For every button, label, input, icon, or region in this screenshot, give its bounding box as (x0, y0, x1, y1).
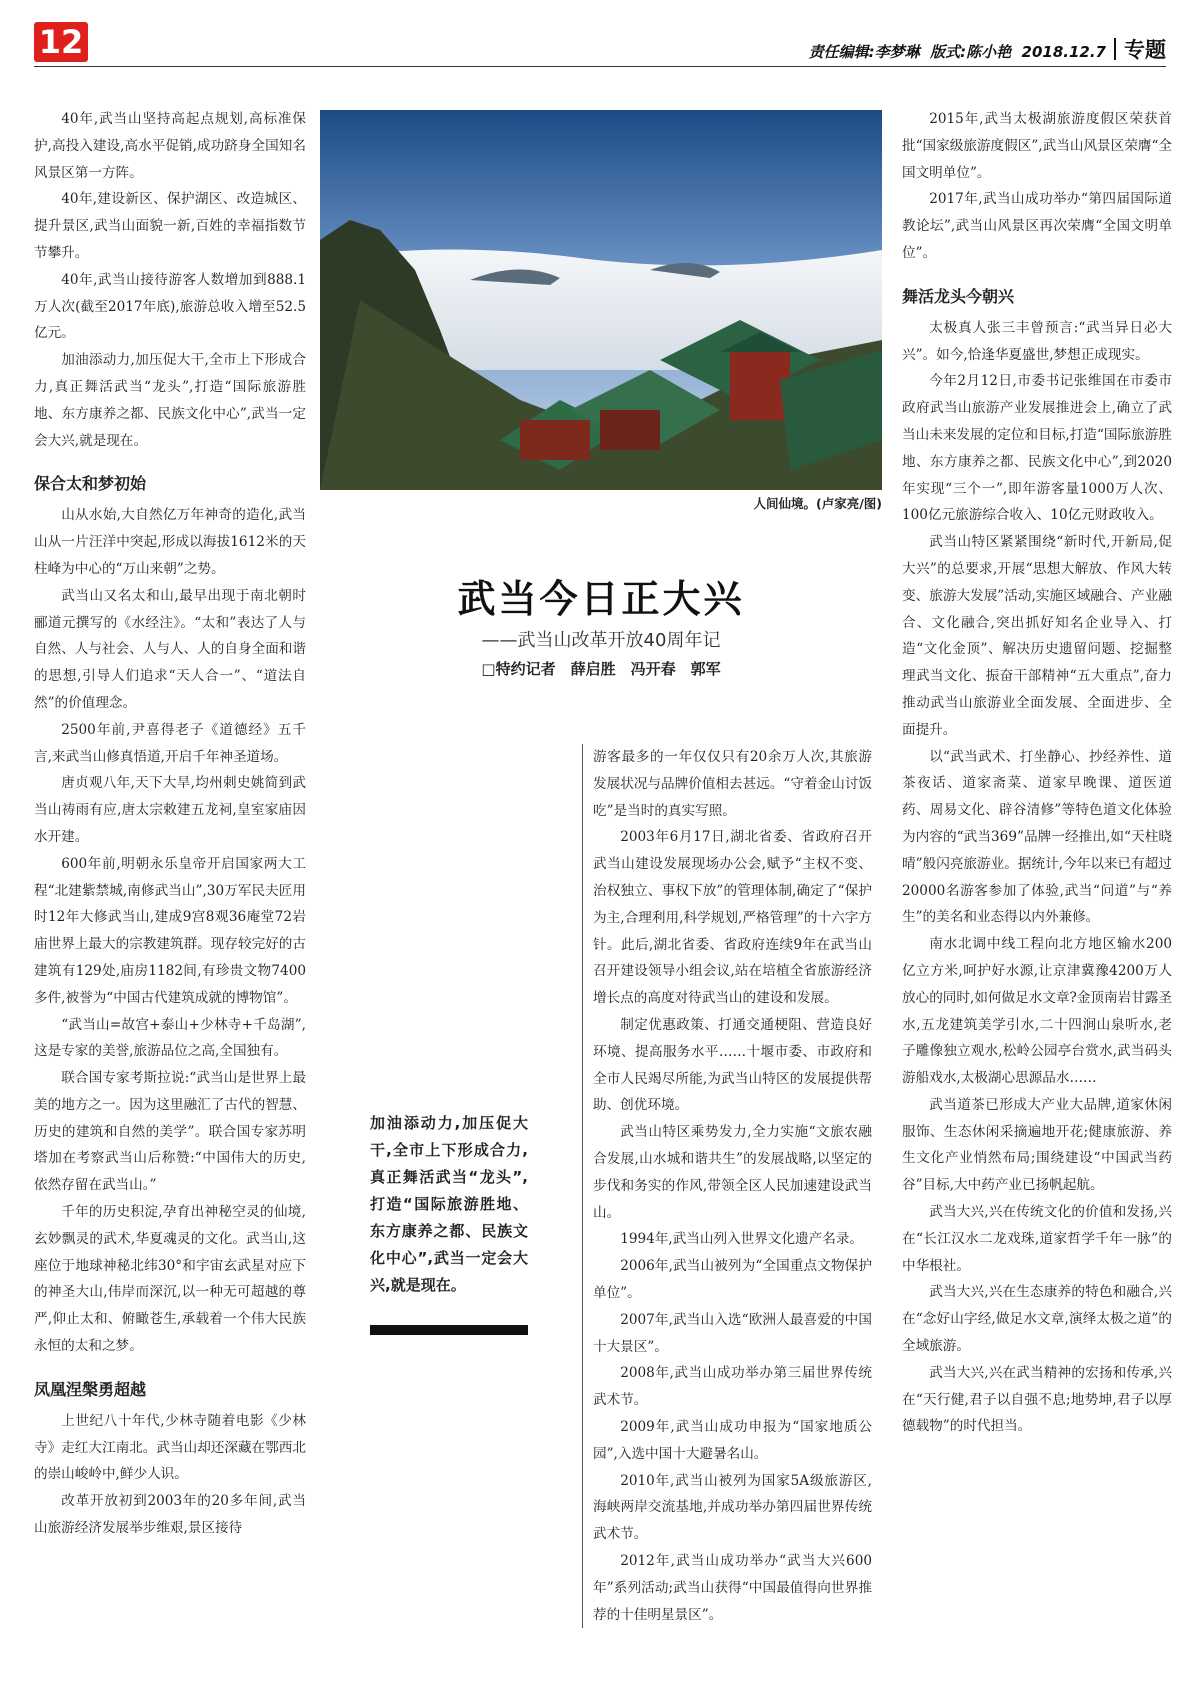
paragraph: 南水北调中线工程向北方地区输水200亿立方米,呵护好水源,让京津冀豫4200万人放心的同时,如何做足水文章?金顶南岩甘露圣水,五龙建筑美学引水,二十四涧山泉听水,老子雕像独立观水,松岭公园亭台赏水,武当码头游船戏水,太极湖心思源品水…… (902, 936, 1172, 1087)
paragraph: 制定优惠政策、打通交通梗阻、营造良好环境、提高服务水平……十堰市委、市政府和全市人民竭尽所能,为武当山特区的发展提供帮助、创优环境。 (593, 1016, 872, 1114)
section-heading: 保合太和梦初始 (34, 474, 147, 494)
paragraph: 武当山特区紧紧围绕“新时代,开新局,促大兴”的总要求,开展“思想大解放、作风大转变、旅游大发展”活动,实施区域融合、产业融合、文化融合,突出抓好知名企业导入、打造“文化金顶”、解决历史遗留问题、挖掘整理武当文化、振奋干部精神“五大重点”,奋力推动武当山旅游业全面发展、全面进步、全面提升。 (902, 534, 1172, 738)
paragraph: 40年,武当山接待游客人数增加到888.1万人次(截至2017年底),旅游总收入增至52.5亿元。 (34, 271, 306, 342)
layout-credit: 版式:陈小艳 (930, 43, 1012, 61)
paragraph: 600年前,明朝永乐皇帝开启国家两大工程“北建紫禁城,南修武当山”,30万军民夫匠用时12年大修武当山,建成9宫8观36庵堂72岩庙世界上最大的宗教建筑群。现存较完好的古建筑有129处,庙房1182间,有珍贵文物7400多件,被誉为“中国古代建筑成就的博物馆”。 (34, 855, 306, 1006)
paragraph: 2009年,武当山成功申报为“国家地质公园”,入选中国十大避暑名山。 (593, 1418, 872, 1462)
masthead-divider (1114, 38, 1116, 60)
paragraph: 2012年,武当山成功举办“武当大兴600年”系列活动;武当山获得“中国最值得向世界推荐的十佳明星景区”。 (593, 1552, 872, 1623)
header-rule (34, 66, 1166, 67)
paragraph: 2017年,武当山成功举办“第四届国际道教论坛”,武当山风景区再次荣膺“全国文明单位”。 (902, 191, 1172, 261)
paragraph: 武当山特区乘势发力,全力实施“文旅农融合发展,山水城和谐共生”的发展战略,以坚定的步伐和务实的作风,带领全区人民加速建设武当山。 (593, 1124, 872, 1221)
paragraph: 加油添动力,加压促大干,全市上下形成合力,真正舞活武当“龙头”,打造“国际旅游胜地、东方康养之都、民族文化中心”,武当一定会大兴,就是现在。 (34, 352, 306, 449)
paragraph: 改革开放初到2003年的20多年间,武当山旅游经济发展举步维艰,景区接待 (34, 1493, 306, 1537)
paragraph: 2003年6月17日,湖北省委、省政府召开武当山建设发展现场办公会,赋予“主权不变、治权独立、事权下放”的管理体制,确定了“保护为主,合理利用,科学规划,严格管理”的十六字方针。此后,湖北省委、省政府连续9年在武当山召开建设领导小组会议,站在培植全省旅游经济增长点的高度对待武当山的建设和发展。 (593, 829, 872, 1007)
pull-quote-bar (370, 1325, 528, 1335)
article-headline: 武当今日正大兴 (457, 576, 745, 621)
paragraph: 千年的历史积淀,孕育出神秘空灵的仙境,玄妙飘灵的武术,华夏魂灵的文化。武当山,这座位于地球神秘北纬30°和宇宙玄武星对应下的神圣大山,伟岸而深沉,以一种无可超越的尊严,仰止太和、俯瞰苍生,承载着一个伟大民族永恒的太和之梦。 (34, 1204, 306, 1355)
issue-date: 2018.12.7 (1021, 43, 1106, 61)
paragraph: 太极真人张三丰曾预言:“武当异日必大兴”。如今,恰逢华夏盛世,梦想正成现实。 (902, 319, 1172, 363)
paragraph: 武当大兴,兴在传统文化的价值和发扬,兴在“长江汉水二龙戏珠,道家哲学千年一脉”的中华根社。 (902, 1204, 1172, 1274)
paragraph: 武当大兴,兴在生态康养的特色和融合,兴在“念好山字经,做足水文章,演绎太极之道”的全域旅游。 (902, 1284, 1172, 1355)
paragraph: 唐贞观八年,天下大旱,均州刺史姚简到武当山祷雨有应,唐太宗敕建五龙祠,皇室家庙因水开建。 (34, 775, 306, 845)
masthead (809, 34, 1166, 64)
paragraph: 40年,建设新区、保护湖区、改造城区、提升景区,武当山面貌一新,百姓的幸福指数节节攀升。 (34, 191, 306, 261)
paragraph: 武当道茶已形成大产业大品牌,道家休闲服饰、生态休闲采摘遍地开花;健康旅游、养生文化产业悄然布局;围绕建设“中国武当药谷”目标,大中药产业已扬帆起航。 (902, 1096, 1172, 1194)
paragraph: 上世纪八十年代,少林寺随着电影《少林寺》走红大江南北。武当山却还深藏在鄂西北的崇山峻岭中,鲜少人识。 (34, 1412, 306, 1483)
section-heading: 凤凰涅槃勇超越 (34, 1379, 147, 1399)
section-heading: 舞活龙头今朝兴 (902, 286, 1015, 306)
paragraph: 今年2月12日,市委书记张维国在市委市政府武当山旅游产业发展推进会上,确立了武当山未来发展的定位和目标,打造“国际旅游胜地、东方康养之都、民族文化中心”,到2020年实现“三个一”,即年游客量1000万人次、100亿元旅游综合收入、10亿元财政收入。 (902, 373, 1172, 524)
section-name: 专题 (1124, 38, 1166, 62)
paragraph: 1994年,武当山列入世界文化遗产名录。 (620, 1231, 864, 1248)
paragraph: 以“武当武术、打坐静心、抄经养性、道茶夜话、道家斋菜、道家早晚课、道医道药、周易文化、辟谷清修”等特色道文化体验为内容的“武当369”品牌一经推出,如“天柱晓晴”般闪亮旅游业。据统计,今年以来已有超过20000名游客参加了体验,武当“问道”与“养生”的美名和业态得以内外兼修。 (902, 748, 1172, 926)
mountain-temple-photo (320, 110, 882, 490)
paragraph: 联合国专家考斯拉说:“武当山是世界上最美的地方之一。因为这里融汇了古代的智慧、历史的建筑和自然的美学”。联合国专家苏明塔加在考察武当山后称赞:“中国伟大的历史,依然存留在武当山。” (34, 1070, 306, 1194)
article-byline: □特约记者 薛启胜 冯开春 郭军 (481, 660, 721, 678)
paragraph: 2015年,武当太极湖旅游度假区荣获首批“国家级旅游度假区”,武当山风景区荣膺“全国文明单位”。 (902, 111, 1172, 181)
article-column-middle (582, 744, 872, 1628)
paragraph: 2006年,武当山被列为“全国重点文物保护单位”。 (593, 1258, 872, 1301)
paragraph: 游客最多的一年仅仅只有20余万人次,其旅游发展状况与品牌价值相去甚远。“守着金山讨饭吃”是当时的真实写照。 (593, 749, 872, 819)
paragraph: 武当山又名太和山,最早出现于南北朝时郦道元撰写的《水经注》。“太和”表达了人与自然、人与社会、人与人、人的自身全面和谐的思想,引导人们追求“天人合一”、“道法自然”的价值理念。 (34, 587, 306, 711)
paragraph: 山从水始,大自然亿万年神奇的造化,武当山从一片汪洋中突起,形成以海拔1612米的天柱峰为中心的“万山来朝”之势。 (34, 507, 306, 577)
page-number: 12 (34, 22, 88, 62)
paragraph: 2007年,武当山入选“欧洲人最喜爱的中国十大景区”。 (593, 1311, 872, 1355)
paragraph: 2010年,武当山被列为国家5A级旅游区,海峡两岸交流基地,并成功举办第四届世界传统武术节。 (593, 1472, 872, 1543)
pull-quote: 加油添动力,加压促大干,全市上下形成合力,真正舞活武当“龙头”,打造“国际旅游胜地、东方康养之都、民族文化中心”,武当一定会大兴,就是现在。 (370, 1114, 528, 1294)
editor-credit: 责任编辑:李梦琳 (808, 43, 920, 61)
article-column-right (902, 106, 1172, 1440)
paragraph: “武当山=故宫+泰山+少林寺+千岛湖”,这是专家的美誉,旅游品位之高,全国独有。 (34, 1016, 306, 1060)
paragraph: 2008年,武当山成功举办第三届世界传统武术节。 (593, 1365, 872, 1409)
paragraph: 2500年前,尹喜得老子《道德经》五千言,来武当山修真悟道,开启千年神圣道场。 (34, 721, 306, 765)
article-column-left (34, 106, 306, 1542)
paragraph: 40年,武当山坚持高起点规划,高标准保护,高投入建设,高水平促销,成功跻身全国知名风景区第一方阵。 (34, 111, 306, 181)
photo-caption: 人间仙境。(卢家亮/图) (753, 496, 882, 511)
paragraph: 武当大兴,兴在武当精神的宏扬和传承,兴在“天行健,君子以自强不息;地势坤,君子以厚德载物”的时代担当。 (902, 1364, 1172, 1435)
article-subtitle: ——武当山改革开放40周年记 (481, 630, 721, 651)
